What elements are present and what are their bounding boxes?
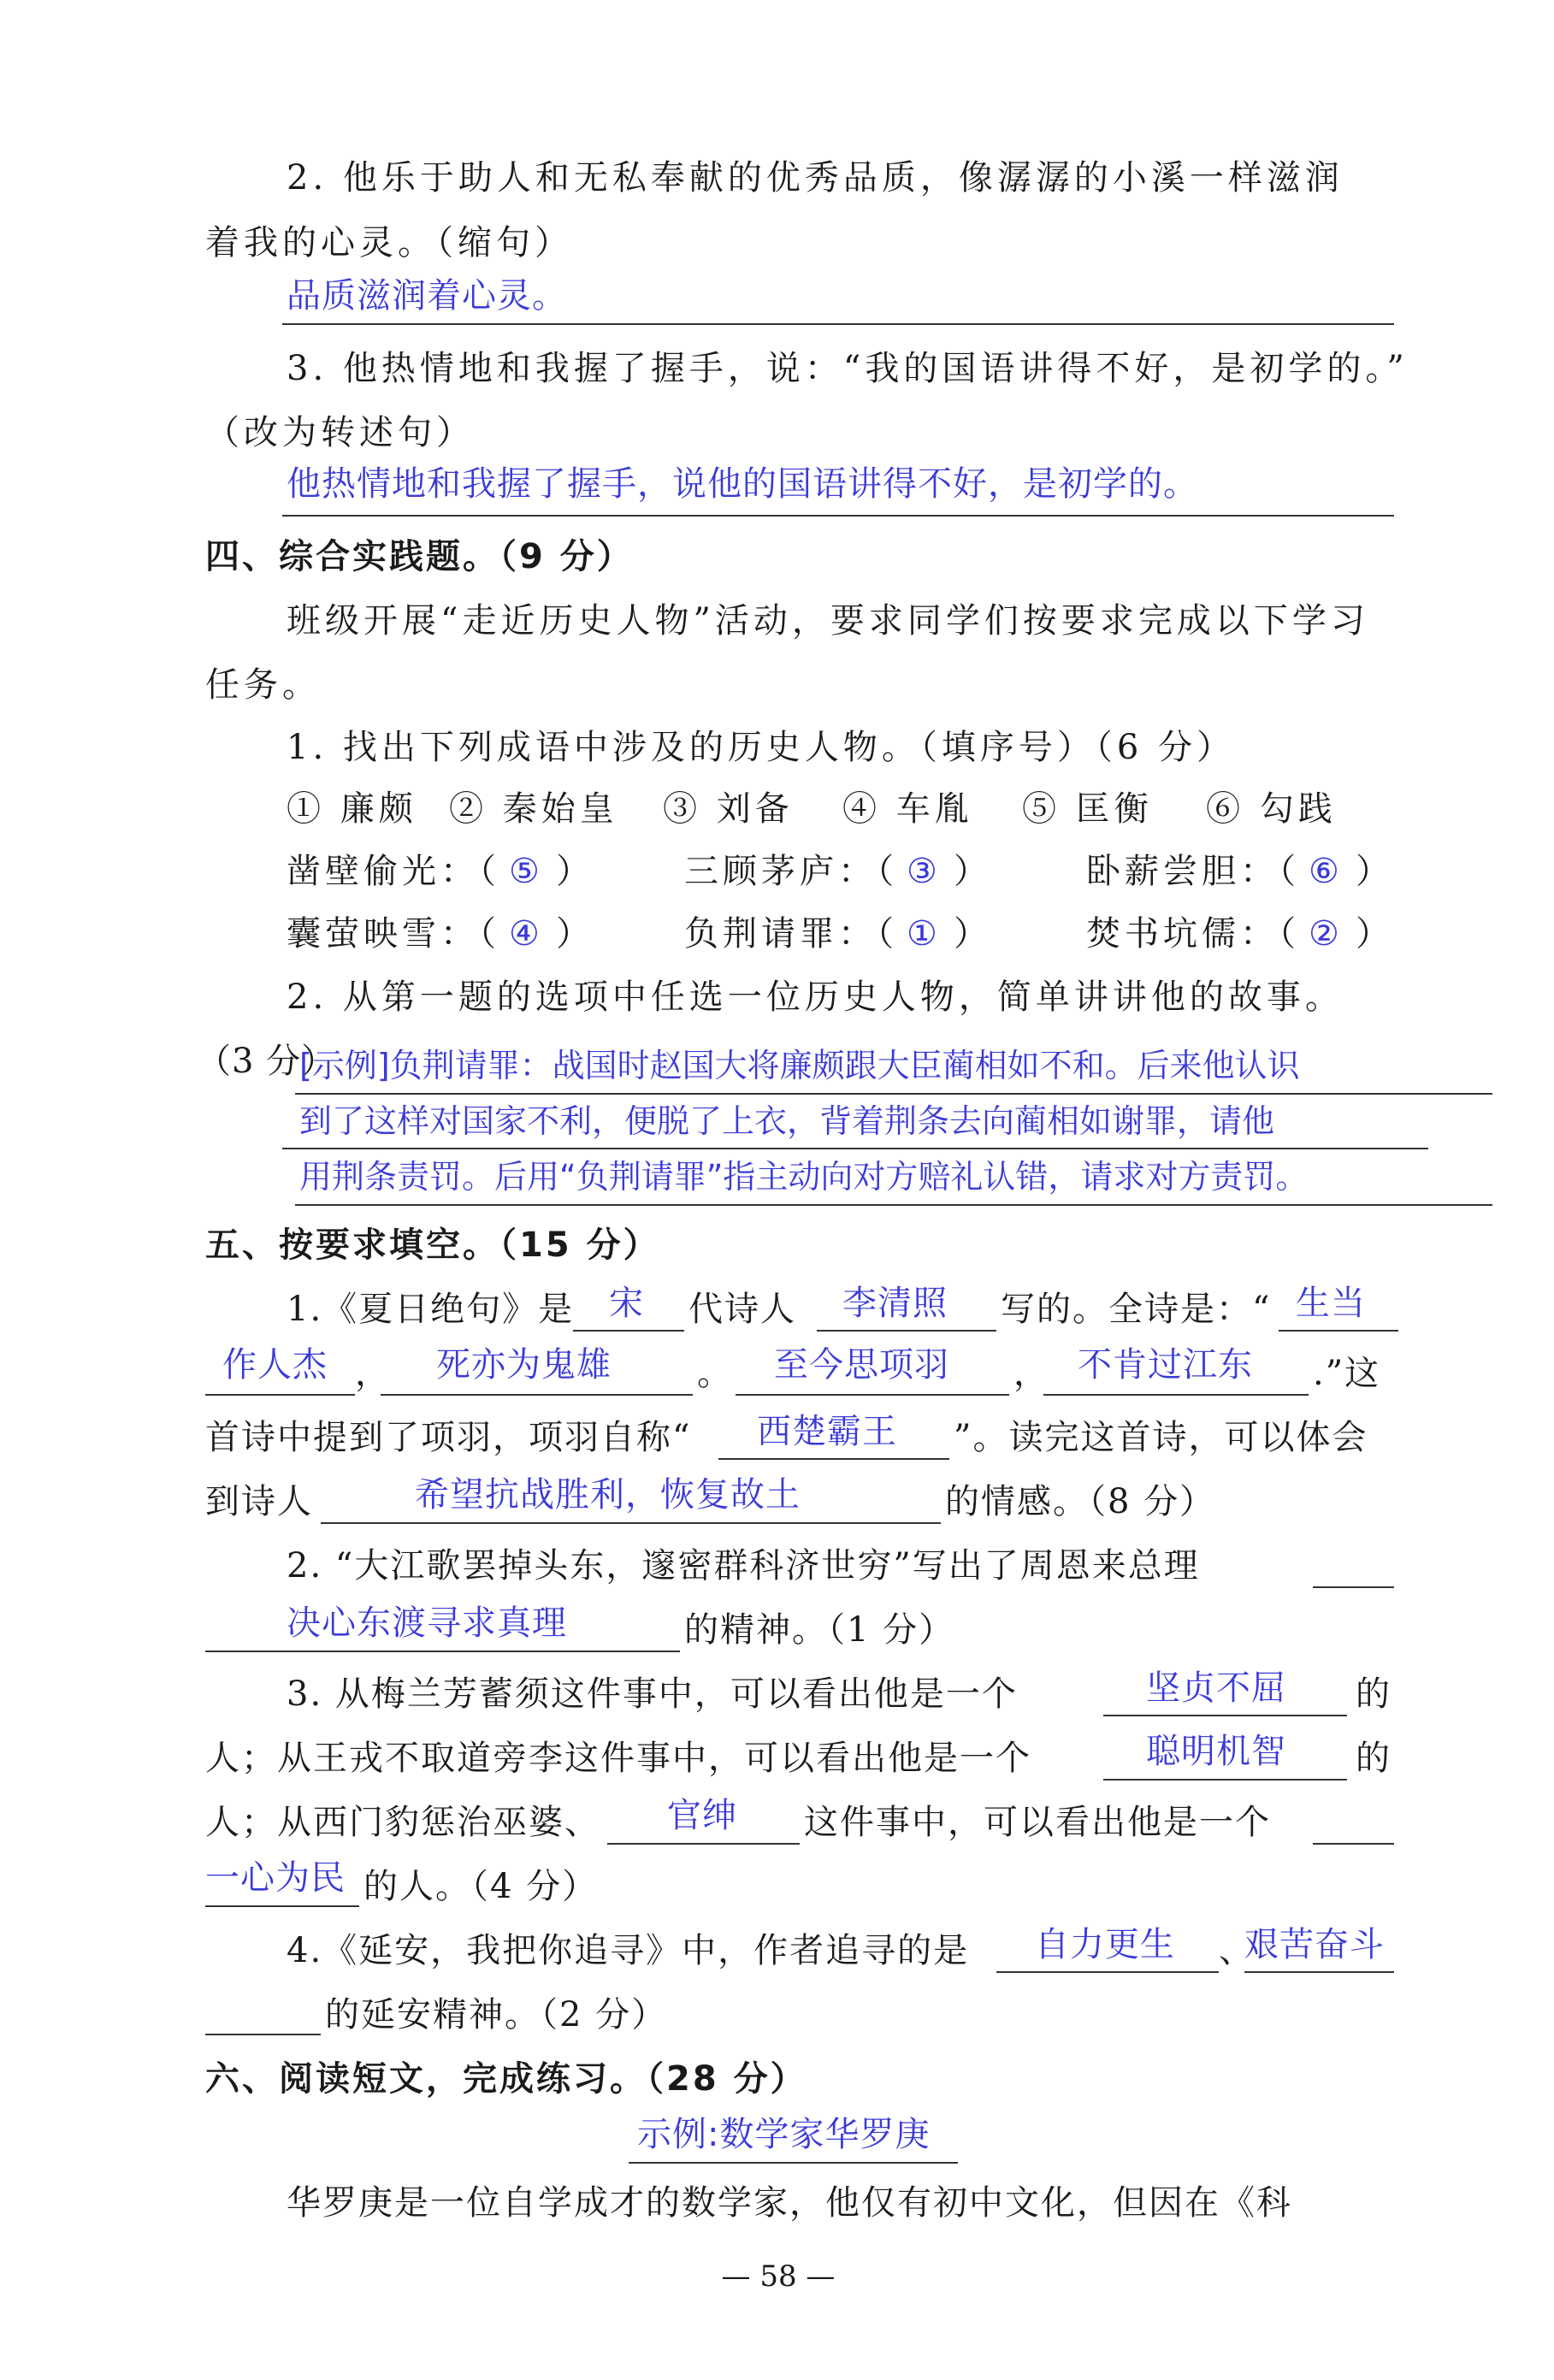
q4-sub1: 1. 找出下列成语中涉及的历史人物。（填序号）（6 分） [287, 728, 1236, 767]
q5-i4-sep: 、 [1219, 1931, 1257, 1970]
q5-i3-text-c: 人；从王戎不取道旁李这件事中，可以看出他是一个 [205, 1739, 1031, 1778]
q3-item3-line2: （改为转述句） [205, 413, 475, 452]
q5-i1-text-g: 的情感。（8 分） [945, 1482, 1216, 1521]
q4-idiom-5-answer: ① [907, 914, 938, 954]
q3-item2-answer-line [282, 323, 1394, 325]
q5-i1-text-a: 1.《夏日绝句》是 [287, 1290, 575, 1329]
q4-intro-line1: 班级开展“走近历史人物”活动，要求同学们按要求完成以下学习 [287, 601, 1369, 641]
q4-person-2: ② 秦始皇 [449, 789, 618, 829]
q5-i1-period: 。 [697, 1354, 736, 1393]
q5-i1-answer-dynasty: 宋 [609, 1284, 644, 1323]
q3-item2-answer: 品质滋润着心灵。 [287, 276, 567, 316]
q5-i1-answer-line2: 死亦为鬼雄 [436, 1345, 612, 1385]
q4-idiom-2-answer: ③ [907, 852, 938, 891]
q5-i1-blank-line1b [205, 1394, 355, 1396]
page-number: — 58 — [721, 2259, 836, 2294]
q6-title-answer: 示例:数学家华罗庚 [637, 2115, 931, 2154]
q4-person-6: ⑥ 勾践 [1206, 789, 1337, 829]
q5-i1-blank-line1a [1279, 1330, 1398, 1332]
q4-idiom-1-answer: ⑤ [509, 852, 541, 891]
q4-sub2-answer-line2: 到了这样对国家不利，便脱了上衣，背着荆条去向蔺相如谢罪，请他 [299, 1102, 1275, 1140]
q4-sub2-answer-underline3 [295, 1204, 1492, 1206]
q5-i3-answer-4: 一心为民 [205, 1858, 346, 1898]
q5-i2-answer: 决心东渡寻求真理 [287, 1603, 567, 1643]
q4-idiom-2: 三顾茅庐：（ [684, 852, 898, 891]
q4-person-4: ④ 车胤 [842, 789, 973, 829]
q3-item3-line1: 3. 他热情地和我握了握手，说：“我的国语讲得不好，是初学的。” [287, 349, 1409, 388]
q4-title: 四、综合实践题。（9 分） [205, 537, 634, 576]
q4-idiom-1-close: ） [556, 852, 594, 891]
q5-i3-text-g: 的人。（4 分） [363, 1867, 599, 1906]
q4-idiom-1: 凿壁偷光：（ [287, 852, 500, 891]
q4-person-3: ③ 刘备 [663, 789, 794, 829]
q5-i1-blank-line2 [381, 1394, 693, 1396]
q4-sub2-answer-underline2 [282, 1148, 1428, 1149]
q5-i3-text-e: 人；从西门豹惩治巫婆、 [205, 1803, 600, 1842]
q5-i4-text-b: 的延安精神。（2 分） [325, 1995, 668, 2035]
q5-i3-blank-2 [1103, 1779, 1347, 1781]
q4-idiom-6-answer: ② [1309, 914, 1340, 954]
q5-i4-answer-2: 艰苦奋斗 [1244, 1925, 1385, 1964]
q5-i1-answer-line1a: 生当 [1296, 1284, 1366, 1323]
q5-i1-answer-poet: 李清照 [842, 1284, 948, 1323]
q4-sub2-answer-underline1 [295, 1093, 1492, 1095]
q4-idiom-3: 卧薪尝胆：（ [1086, 852, 1300, 891]
q5-i1-answer-line1b: 作人杰 [222, 1345, 328, 1385]
q4-idiom-4-answer: ④ [509, 914, 541, 954]
q6-title-answer-line [629, 2162, 958, 2164]
q5-i4-blank-2-cont [205, 2034, 321, 2035]
q5-i1-text-b: 代诗人 [688, 1290, 796, 1329]
q4-person-1: ① 廉颇 [287, 789, 417, 829]
q5-i3-text-b: 的 [1356, 1674, 1394, 1714]
q5-i1-text-c: 写的。全诗是：“ [1001, 1290, 1272, 1329]
q5-i2-blank [205, 1651, 680, 1652]
q4-intro-line2: 任务。 [205, 665, 321, 705]
q5-i1-comma-2: ， [1013, 1354, 1052, 1393]
q5-i3-answer-2: 聪明机智 [1146, 1732, 1286, 1771]
q5-i3-answer-3: 官绅 [667, 1796, 737, 1835]
q3-item2-line2: 着我的心灵。（缩句） [205, 223, 573, 263]
q5-i4-blank-2 [1244, 1971, 1394, 1973]
q5-i1-text-f: 到诗人 [205, 1482, 313, 1521]
q4-idiom-6-close: ） [1356, 914, 1394, 954]
q5-i1-blank-title [718, 1458, 949, 1460]
q5-i4-text-a: 4.《延安，我把你追寻》中，作者追寻的是 [287, 1931, 970, 1970]
q4-idiom-4-close: ） [556, 914, 594, 954]
q4-idiom-3-close: ） [1356, 852, 1394, 891]
q5-i2-text-a: 2. “大江歌罢掉头东，邃密群科济世穷”写出了周恩来总理 [287, 1546, 1200, 1586]
q4-person-5: ⑤ 匡衡 [1022, 789, 1153, 829]
q4-idiom-5-close: ） [954, 914, 992, 954]
q5-i1-answer-line4: 不肯过江东 [1078, 1345, 1253, 1385]
q5-i1-blank-feeling [321, 1522, 941, 1524]
q5-i1-blank-line4 [1043, 1394, 1309, 1396]
q5-i1-text-e: ”。读完这首诗，可以体会 [954, 1418, 1368, 1457]
q5-i3-text-a: 3. 从梅兰芳蓄须这件事中，可以看出他是一个 [287, 1674, 1018, 1714]
q5-i1-blank-dynasty [573, 1330, 684, 1332]
q4-sub2: 2. 从第一题的选项中任选一位历史人物，简单讲讲他的故事。 [287, 977, 1344, 1017]
q5-i2-blank-end [1313, 1586, 1394, 1588]
q5-i1-answer-line3: 至今思项羽 [774, 1345, 949, 1385]
q5-i3-blank-4-start [1313, 1843, 1394, 1845]
q5-i1-comma-1: ， [355, 1354, 393, 1393]
q5-i1-end-quote: .”这 [1313, 1354, 1381, 1393]
q5-i1-answer-title: 西楚霸王 [757, 1412, 897, 1451]
q5-i3-blank-1 [1103, 1715, 1347, 1716]
q5-i3-text-f: 这件事中，可以看出他是一个 [804, 1803, 1271, 1842]
q4-idiom-2-close: ） [954, 852, 992, 891]
q5-i1-answer-feeling: 希望抗战胜利，恢复故土 [415, 1475, 801, 1515]
q5-i2-text-b: 的精神。（1 分） [684, 1610, 955, 1650]
q5-i3-blank-4 [205, 1905, 359, 1907]
q5-i3-text-d: 的 [1356, 1739, 1394, 1778]
q3-item3-answer: 他热情地和我握了握手，说他的国语讲得不好，是初学的。 [287, 464, 1198, 504]
q6-paragraph: 华罗庚是一位自学成才的数学家，他仅有初中文化，但因在《科 [287, 2183, 1292, 2223]
q5-i3-answer-1: 坚贞不屈 [1146, 1668, 1286, 1708]
q4-idiom-5: 负荆请罪：（ [684, 914, 898, 954]
q5-i1-text-d: 首诗中提到了项羽，项羽自称“ [205, 1418, 692, 1457]
q5-i4-answer-1: 自力更生 [1035, 1925, 1175, 1964]
q4-idiom-3-answer: ⑥ [1309, 852, 1340, 891]
q4-idiom-6: 焚书坑儒：（ [1086, 914, 1300, 954]
q5-i3-blank-3 [607, 1843, 800, 1845]
q5-title: 五、按要求填空。（15 分） [205, 1225, 660, 1265]
q4-sub2-score: （3 分） [197, 1042, 337, 1081]
q4-sub2-answer-line3: 用荆条责罚。后用“负荆请罪”指主动向对方赔礼认错，请求对方责罚。 [299, 1158, 1309, 1196]
q3-item3-answer-line [282, 515, 1394, 517]
q5-i4-blank-1 [996, 1971, 1219, 1973]
q4-sub2-answer-line1: [示例]负荆请罪：战国时赵国大将廉颇跟大臣蔺相如不和。后来他认识 [299, 1047, 1300, 1084]
q5-i1-blank-poet [817, 1330, 996, 1332]
q4-idiom-4: 囊萤映雪：（ [287, 914, 500, 954]
q6-title: 六、阅读短文，完成练习。（28 分） [205, 2059, 807, 2099]
q3-item2-line1: 2. 他乐于助人和无私奉献的优秀品质，像潺潺的小溪一样滋润 [287, 158, 1344, 198]
q5-i1-blank-line3 [736, 1394, 1009, 1396]
